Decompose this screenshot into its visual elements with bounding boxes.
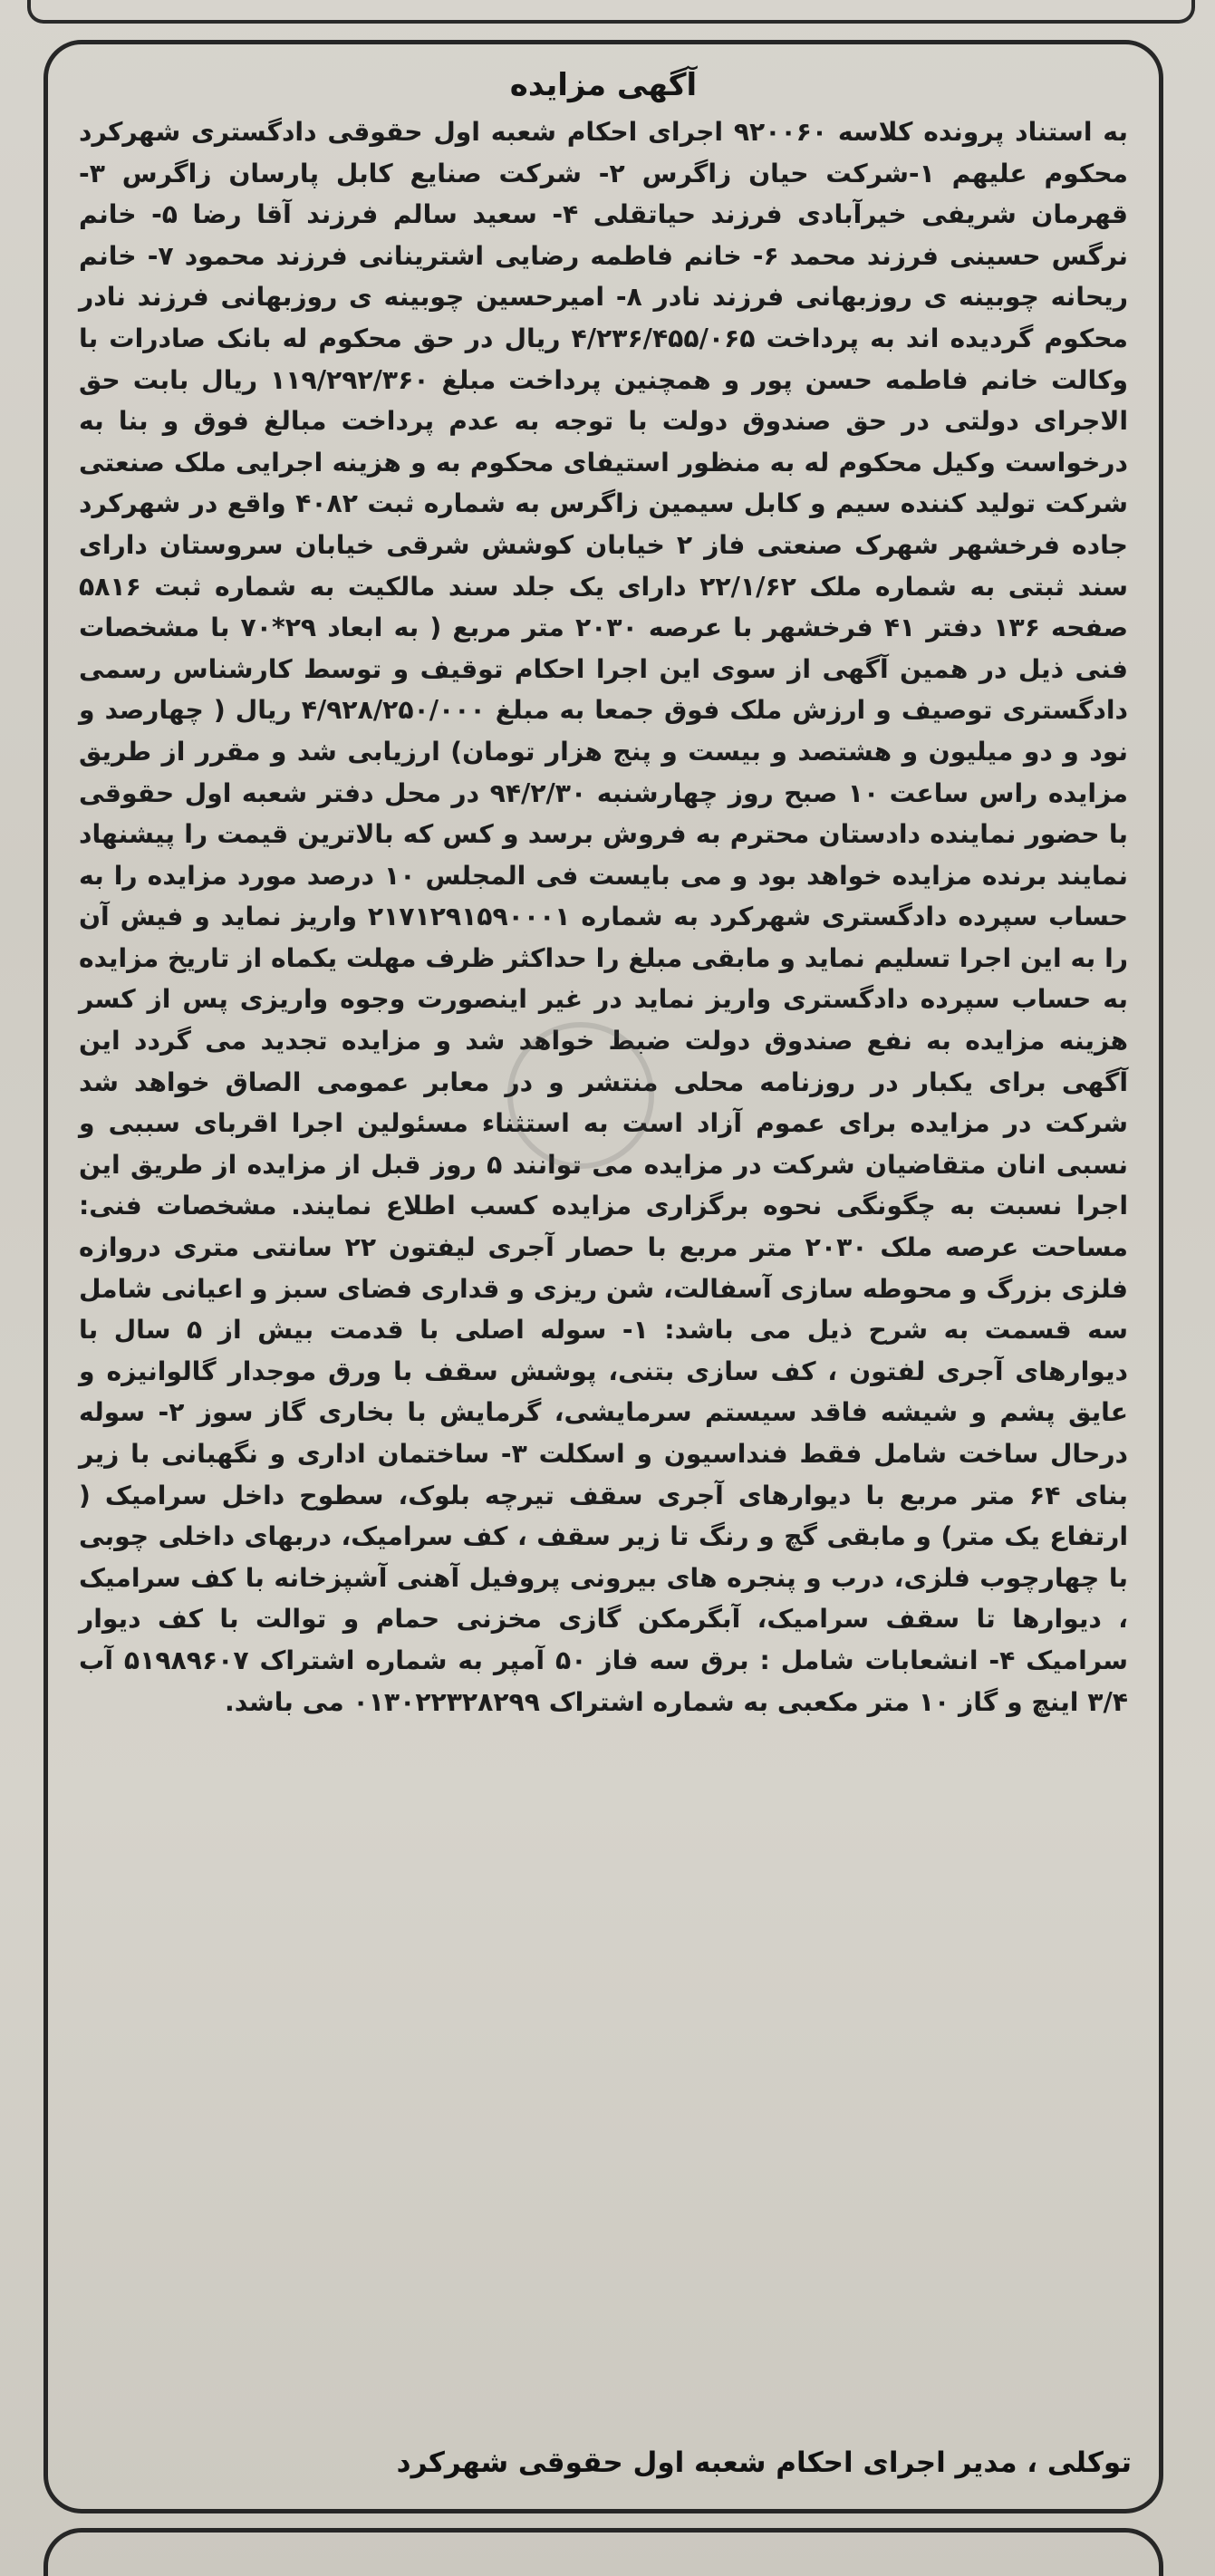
previous-notice-border [27, 0, 1195, 24]
auction-notice-box [43, 40, 1163, 2513]
notice-signature: توکلی ، مدیر اجرای احکام شعبه اول حقوقی شهرکرد [396, 2446, 1132, 2479]
next-notice-border [43, 2528, 1163, 2576]
notice-title: آگهی مزایده [509, 67, 698, 103]
notice-body: به استناد پرونده کلاسه ۹۲۰۰۶۰ اجرای احکام شعبه اول حقوقی دادگستری شهرکرد محکوم علیهم ۱-شرکت حیان زاگرس ۲- شرکت صنایع کابل پارسان زاگرس ۳- قهرمان شریفی خیرآبادی فرزند حیاتقلی ۴- سعید سالم فرزند آقا رضا ۵- خانم نرگس حسینی فرزند محمد ۶- خانم فاطمه رضایی اشترینانی فرزند محمود ۷- خانم ریحانه چوبینه ی روزبهانی فرزند نادر ۸- امیرحسین چوبینه ی روزبهانی فرزند نادر محکوم گردیده اند به پرداخت ۴/۲۳۶/۴۵۵/۰۶۵ ریال در حق محکوم له بانک صادرات با وکالت خانم فاطمه حسن پور و همچنین پرداخت مبلغ ۱۱۹/۲۹۲/۳۶۰ ریال بابت حق الاجرای دولتی در حق صندوق دولت با توجه به عدم پرداخت مبالغ فوق و بنا به درخواست وکیل محکوم له به منظور استیفای محکوم به و هزینه اجرایی ملک صنعتی شرکت تولید کننده سیم و کابل سیمین زاگرس به شماره ثبت ۴۰۸۲ واقع در شهرکرد جاده فرخشهر شهرک صنعتی فاز ۲ خیابان کوشش شرقی خیابان سروستان دارای سند ثبتی به شماره ملک ۲۲/۱/۶۲ دارای یک جلد سند مالکیت به شماره ثبت ۵۸۱۶ صفحه ۱۳۶ دفتر ۴۱ فرخشهر با عرصه ۲۰۳۰ متر مربع ( به ابعاد ۲۹*۷۰ با مشخصات فنی ذیل در همین آگهی از سوی این اجرا احکام توقیف و توسط کارشناس رسمی دادگستری توصیف و ارزش ملک فوق جمعا به مبلغ ۴/۹۲۸/۲۵۰/۰۰۰ ریال ( چهارصد و نود و دو میلیون و هشتصد و بیست و پنج هزار تومان) ارزیابی شد و مقرر از طریق مزایده راس ساعت ۱۰ صبح روز چهارشنبه ۹۴/۲/۳۰ در محل دفتر شعبه اول حقوقی با حضور نماینده دادستان محترم به فروش برسد و کس که بالاترین قیمت را پیشنهاد نمایند برنده مزایده خواهد بود و می بایست فی المجلس ۱۰ درصد مورد مزایده را به حساب سپرده دادگستری شهرکرد به شماره ۲۱۷۱۲۹۱۵۹۰۰۰۱ واریز نماید و فیش آن را به این اجرا تسلیم نماید و مابقی مبلغ را حداکثر ظرف مهلت یکماه از تاریخ مزایده به حساب سپرده دادگستری واریز نماید در غیر اینصورت وجوه واریزی پس از کسر هزینه مزایده به نفع صندوق دولت ضبط خواهد شد و مزایده تجدید می گردد این آگهی برای یکبار در روزنامه محلی منتشر و در معابر عمومی الصاق خواهد شد شرکت در مزایده برای عموم آزاد است به استثناء مسئولین اجرا اقربای سببی و نسبی انان متقاضیان شرکت در مزایده می توانند ۵ روز قبل از مزایده از طریق این اجرا نسبت به چگونگی نحوه برگزاری مزایده کسب اطلاع نمایند. مشخصات فنی: مساحت عرصه ملک ۲۰۳۰ متر مربع با حصار آجری لیفتون ۲۲ سانتی متری دروازه فلزی بزرگ و محوطه سازی آسفالت، شن ریزی و قداری فضای سبز و اعیانی شامل سه قسمت به شرح ذیل می باشد: ۱- سوله اصلی با قدمت بیش از ۵ سال با دیوارهای آجری لفتون ، کف سازی بتنی، پوشش سقف با ورق موجدار گالوانیزه و عایق پشم و شیشه فاقد سیستم سرمایشی، گرمایش با بخاری گاز سوز ۲- سوله درحال ساخت شامل فقط فنداسیون و اسکلت ۳- ساختمان اداری و نگهبانی با زیر بنای ۶۴ متر مربع با دیوارهای آجری سقف تیرچه بلوک، سطوح داخل سرامیک ( ارتفاع یک متر) و مابقی گچ و رنگ تا زیر سقف ، کف سرامیک، دربهای داخلی چوبی با چهارچوب فلزی، درب و پنجره های بیرونی پروفیل آهنی آشپزخانه با کف سرامیک ، دیوارها تا سقف سرامیک، آبگرمکن گازی مخزنی حمام و توالت با کف دیوار سرامیک ۴- انشعابات شامل : برق سه فاز ۵۰ آمپر به شماره اشتراک ۵۱۹۸۹۶۰۷ آب ۳/۴ اینچ و گاز ۱۰ متر مکعبی به شماره اشتراک ۰۱۳۰۲۲۳۲۸۲۹۹ می باشد. [79, 117, 1129, 1717]
